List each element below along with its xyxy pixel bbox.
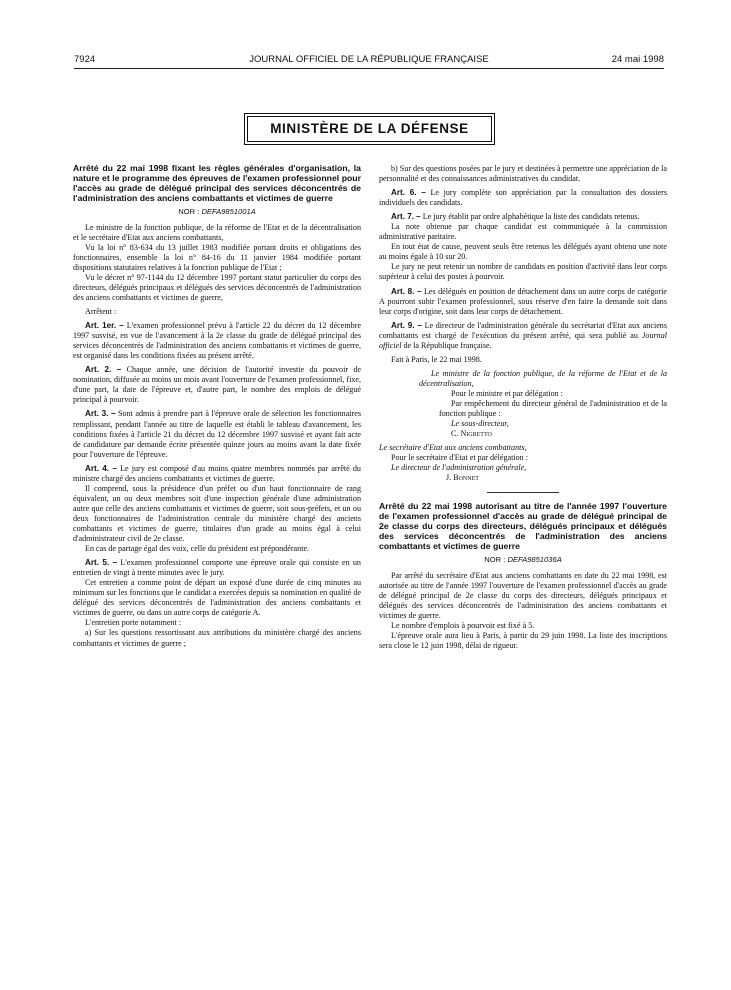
journal-officiel-ref: Journal officiel <box>379 330 667 350</box>
article-7-para-2: La note obtenue par chaque candidat est communiquée à la commission administrative paritaire. <box>379 222 667 242</box>
signatory-1-name: C. Nigretto <box>451 429 492 439</box>
preamble-3: Vu le décret n° 97-1144 du 12 décembre 1997 portant statut particulier du corps des directeurs, délégués principaux et délégués des services déconcentrés de l'administration des anciens combattants et victimes de guerre, <box>73 272 361 302</box>
article-5-label: Art. 5. – <box>85 558 118 568</box>
right-column <box>379 164 667 651</box>
signatory-2-name: J. Bonnet <box>446 473 479 483</box>
nor-label: NOR : <box>178 206 200 216</box>
article-4-text: Le jury est composé d'au moins quatre membres nommés par arrêté du ministre chargé des anciens combattants et victimes de guerre. <box>73 463 361 483</box>
article-5-item-b: b) Sur des questions posées par le jury et destinées à permettre une appréciation de la personnalité et des connaissances administratives du candidat. <box>379 164 667 184</box>
article-1 <box>73 321 361 361</box>
article-4-para-2: Il comprend, sous la présidence d'un préfet ou d'un haut fonctionnaire de rang équivalent, un ou deux membres soit d'une inspection générale d'une administration autre que celle des anciens combattants et victimes de guerre, soit sous-préfets, et un ou deux fonctionnaires de l'administration centrale du ministère chargé des anciens combattants et victimes de guerre, titulaires d'un grade au moins égal à celui d'administrateur civil de 2e classe. <box>73 483 361 544</box>
preamble-2: Vu la loi n° 83-634 du 13 juillet 1983 modifiée portant droits et obligations des fonctionnaires, ensemble la loi n° 84-16 du 11 janvier 1984 modifiée portant dispositions statutaires relatives à la fonction publique de l'Etat ; <box>73 242 361 272</box>
decree2-para-3: L'épreuve orale aura lieu à Paris, à partir du 29 juin 1998. La liste des inscriptions sera close le 12 juin 1998, délai de rigueur. <box>379 631 667 651</box>
issue-date: 24 mai 1998 <box>611 54 664 65</box>
article-5-para-2: Cet entretien a comme point de départ un exposé d'une durée de cinq minutes au minimum sur les fonctions que le candidat a exercées depuis sa nomination en qualité de délégué des services déconcentrés de l'administration des anciens combattants et victimes de guerre, ou dans un autre corps de catégorie A. <box>73 578 361 618</box>
article-5 <box>73 558 361 578</box>
article-7-para-3: En tout état de cause, peuvent seuls être retenus les délégués ayant obtenu une note au moins égale à 10 sur 20. <box>379 242 667 262</box>
article-3 <box>73 409 361 459</box>
article-4 <box>73 464 361 484</box>
article-2-text: Chaque année, une décision de l'autorité investie du pouvoir de nomination, diffusée au moins un mois avant l'ouverture de l'examen professionnel, fixe, d'une part, la date de l'épreuve et, d'autre part, le nombre des emplois de délégué principal à pourvoir. <box>73 365 361 405</box>
article-5-text: L'examen professionnel comporte une épreuve orale qui consiste en un entretien de vingt à trente minutes avec le jury. <box>73 558 361 578</box>
decree1-title: Arrêté du 22 mai 1998 fixant les règles générales d'organisation, la nature et le programme des épreuves de l'examen professionnel pour l'accès au grade de délégué principal des services déconcentrés de l'administration des anciens combattants et victimes de guerre <box>73 163 361 203</box>
decree2-para-2: Le nombre d'emplois à pourvoir est fixé à 5. <box>391 621 535 631</box>
article-7-label: Art. 7. – <box>391 212 421 222</box>
decree2-nor <box>379 555 667 565</box>
article-8 <box>379 287 667 317</box>
article-9-text-b: de la République française. <box>401 340 492 350</box>
page-number: 7924 <box>74 54 96 65</box>
article-4-para-3: En cas de partage égal des voix, celle du président est prépondérante. <box>85 544 310 554</box>
done-at-paris: Fait à Paris, le 22 mai 1998. <box>391 354 482 364</box>
signatory-1-impediment: Par empêchement du directeur général de l'administration et de la fonction publique : <box>439 398 667 419</box>
article-4-label: Art. 4. – <box>85 463 117 473</box>
page-header <box>74 54 664 68</box>
ministry-heading: MINISTÈRE DE LA DÉFENSE <box>247 116 492 142</box>
header-rule <box>74 68 664 69</box>
signatory-2-director: Le directeur de l'administration générale, <box>391 463 527 473</box>
article-3-label: Art. 3. – <box>85 409 116 419</box>
article-7-para-4: Le jury ne peut retenir un nombre de candidats en position d'activité dans leur corps supérieur à celui des postes à pourvoir. <box>379 262 667 282</box>
nor-code: DEFA9851036A <box>507 554 562 564</box>
arretent: Arrêtent : <box>85 307 117 317</box>
article-9-text-a: Le directeur de l'administration générale du secrétariat d'Etat aux anciens combattants est chargé de l'exécution du présent arrêté, qui sera publié au <box>379 320 667 340</box>
decree1-nor <box>73 207 361 217</box>
nor-label: NOR : <box>484 554 506 564</box>
article-5-para-3: L'entretien porte notamment : <box>85 618 182 628</box>
signatory-2-delegation: Pour le secrétaire d'Etat et par délégation : <box>391 453 528 463</box>
article-7 <box>379 212 667 222</box>
article-7-text: Le jury établit par ordre alphabétique la liste des candidats retenus. <box>422 212 640 222</box>
article-6-label: Art. 6. – <box>391 188 426 198</box>
article-6 <box>379 188 667 208</box>
preamble-1: Le ministre de la fonction publique, de la réforme de l'Etat et de la décentralisation et le secrétaire d'Etat aux anciens combattants, <box>73 222 361 242</box>
signatory-2-title: Le secrétaire d'Etat aux anciens combattants, <box>379 443 527 453</box>
decree2-title: Arrêté du 22 mai 1998 autorisant au titre de l'année 1997 l'ouverture de l'examen professionnel d'accès au grade de délégué principal de 2e classe du corps des directeurs, délégués principaux et délégués des services déconcentrés de l'administration des anciens combattants et victimes de guerre <box>379 501 667 551</box>
article-2 <box>73 365 361 405</box>
article-6-text: Le jury complète son appréciation par la consultation des dossiers individuels des candidats. <box>379 188 667 208</box>
decree2-para-1: Par arrêté du secrétaire d'Etat aux anciens combattants en date du 22 mai 1998, est autorisée au titre de l'année 1997 l'ouverture de l'examen professionnel d'accès au grade de délégué principal de 2e classe du corps des directeurs, délégués principaux et délégués des services déconcentrés de l'administration des anciens combattants et victimes de guerre. <box>379 570 667 621</box>
article-2-label: Art. 2. – <box>85 365 122 375</box>
nor-code: DEFA9851001A <box>201 206 256 216</box>
signatory-1-subdirector: Le sous-directeur, <box>451 419 509 429</box>
article-8-text: Les délégués en position de détachement dans un autre corps de catégorie A pourront subir l'examen professionnel, sous réserve d'en faire la demande soit dans leur corps d'origine, soit dans leur corps de détachement. <box>379 286 668 316</box>
signatory-1-delegation: Pour le ministre et par délégation : <box>451 388 563 398</box>
article-1-label: Art. 1er. – <box>85 321 124 331</box>
article-1-text: L'examen professionnel prévu à l'article 22 du décret du 12 décembre 1997 susvisé, en vue de l'avancement à la 2e classe du grade de délégué principal des services déconcentrés de l'administration des anciens combattants et victimes de guerre, est organisé dans les conditions fixées au présent arrêté. <box>73 321 361 361</box>
left-column <box>73 164 361 649</box>
article-5-item-a: a) Sur les questions ressortissant aux attributions du ministère chargé des anciens combattants et victimes de guerre ; <box>73 628 361 648</box>
article-3-text: Sont admis à prendre part à l'épreuve orale de sélection les fonctionnaires remplissant, pendant l'année au titre de laquelle est établi le tableau d'avancement, les conditions fixées à l'article 21 du décret du 12 décembre 1997 susvisé et ayant fait acte de candidature par demande écrite présentée quinze jours au moins avant la date fixée pour l'ouverture de l'épreuve. <box>73 409 361 459</box>
article-9 <box>379 321 667 351</box>
signatory-1-title: Le ministre de la fonction publique, de la réforme de l'Etat et de la décentralisation, <box>419 368 667 388</box>
article-9-label: Art. 9. – <box>391 320 422 330</box>
article-8-label: Art. 8. – <box>391 286 422 296</box>
section-divider <box>487 492 559 493</box>
journal-title: JOURNAL OFFICIEL DE LA RÉPUBLIQUE FRANÇAISE <box>249 54 489 65</box>
